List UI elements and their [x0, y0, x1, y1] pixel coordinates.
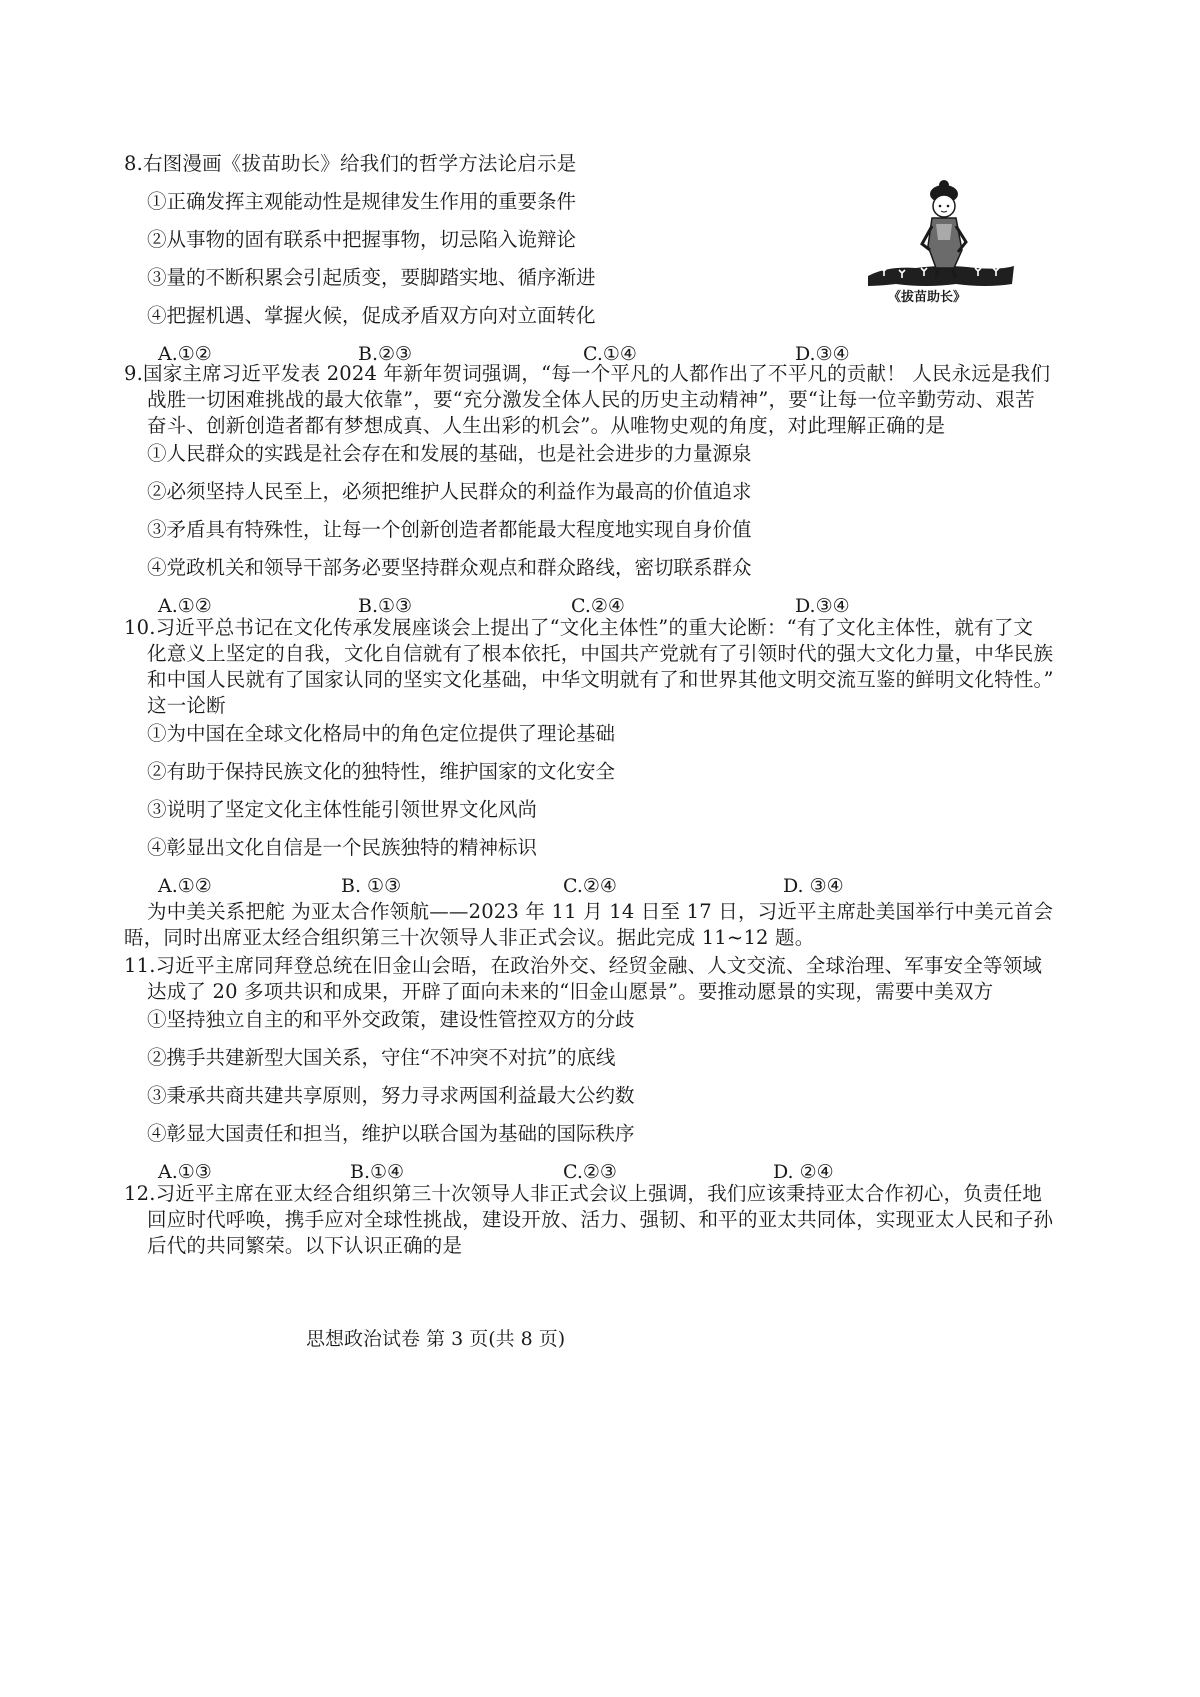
- cartoon-caption: 《拔苗助长》: [888, 290, 967, 305]
- q10-choice-c: C.②④: [563, 875, 617, 897]
- q12-stem-line-1: 12.习近平主席在亚太经合组织第三十次领导人非正式会议上强调，我们应该秉持亚太合作初心，负责任地: [124, 1182, 1043, 1205]
- q10-stem-line-3: 和中国人民就有了国家认同的坚实文化基础，中华文明就有了和世界其他文明交流互鉴的鲜明文化特性。”: [147, 668, 1054, 691]
- q11-option-2: ②携手共建新型大国关系，守住“不冲突不对抗”的底线: [147, 1046, 616, 1069]
- q11-choice-c: C.②③: [563, 1161, 617, 1183]
- q9-option-3: ③矛盾具有特殊性，让每一个创新创造者都能最大程度地实现自身价值: [147, 518, 752, 541]
- q11-choice-b: B.①④: [350, 1161, 405, 1183]
- q8-choice-a: A.①②: [158, 343, 212, 365]
- q9-option-2: ②必须坚持人民至上，必须把维护人民群众的利益作为最高的价值追求: [147, 480, 752, 503]
- q8-stem: 8.右图漫画《拔苗助长》给我们的哲学方法论启示是: [124, 152, 577, 175]
- q10-stem-line-1: 10.习近平总书记在文化传承发展座谈会上提出了“文化主体性”的重大论断：“有了文化主体性，就有了文: [124, 616, 1034, 639]
- q9-option-1: ①人民群众的实践是社会存在和发展的基础，也是社会进步的力量源泉: [147, 442, 752, 465]
- q9-stem-line-3: 奋斗、创新创造者都有梦想成真、人生出彩的机会”。从唯物史观的角度，对此理解正确的是: [147, 414, 946, 437]
- q8-option-3: ③量的不断积累会引起质变，要脚踏实地、循序渐进: [147, 266, 596, 289]
- q10-choices: [158, 872, 1058, 900]
- q10-option-3: ③说明了坚定文化主体性能引领世界文化风尚: [147, 798, 538, 821]
- q11-choice-a: A.①③: [158, 1161, 212, 1183]
- q9-choice-a: A.①②: [158, 595, 212, 617]
- q8-option-2: ②从事物的固有联系中把握事物，切忌陷入诡辩论: [147, 228, 577, 251]
- q10-stem-line-2: 化意义上坚定的自我，文化自信就有了根本依托，中国共产党就有了引领时代的强大文化力量，中华民族: [147, 642, 1054, 665]
- q10-stem-line-4: 这一论断: [147, 694, 226, 717]
- q11-option-3: ③秉承共商共建共享原则，努力寻求两国利益最大公约数: [147, 1084, 635, 1107]
- q11-stem-line-1: 11.习近平主席同拜登总统在旧金山会晤，在政治外交、经贸金融、人文交流、全球治理、军事安全等领域: [124, 954, 1043, 977]
- q10-choice-a: A.①②: [158, 875, 212, 897]
- q11-choice-d: D. ②④: [773, 1161, 834, 1183]
- q12-stem-line-2: 回应时代呼唤，携手应对全球性挑战，建设开放、活力、强韧、和平的亚太共同体，实现亚太人民和子孙: [147, 1208, 1054, 1231]
- q9-choice-d: D.③④: [795, 595, 850, 617]
- q8-option-4: ④把握机遇、掌握火候，促成矛盾双方向对立面转化: [147, 304, 596, 327]
- q10-choice-d: D. ③④: [783, 875, 844, 897]
- q10-choice-b: B. ①③: [341, 875, 402, 897]
- q9-stem-line-1: 9.国家主席习近平发表 2024 年新年贺词强调，“每一个平凡的人都作出了不平凡的贡献！ 人民永远是我们: [124, 362, 1051, 385]
- q8-choice-c: C.①④: [583, 343, 637, 365]
- intro-line-2: 晤，同时出席亚太经合组织第三十次领导人非正式会议。据此完成 11~12 题。: [124, 926, 815, 949]
- q9-stem-line-2: 战胜一切困难挑战的最大依靠”，要“充分激发全体人民的历史主动精神”，要“让每一位辛勤劳动、艰苦: [147, 388, 1035, 411]
- q8-option-1: ①正确发挥主观能动性是规律发生作用的重要条件: [147, 190, 577, 213]
- q8-choice-d: D.③④: [795, 343, 850, 365]
- q9-option-4: ④党政机关和领导干部务必要坚持群众观点和群众路线，密切联系群众: [147, 556, 752, 579]
- intro-line-1: 为中美关系把舵 为亚太合作领航——2023 年 11 月 14 日至 17 日，习近平主席赴美国举行中美元首会: [147, 900, 1054, 923]
- q8-choice-b: B.②③: [358, 343, 413, 365]
- page-footer: 思想政治试卷 第 3 页(共 8 页): [306, 1328, 566, 1350]
- q10-option-4: ④彰显出文化自信是一个民族独特的精神标识: [147, 836, 538, 859]
- q12-stem-line-3: 后代的共同繁荣。以下认识正确的是: [147, 1234, 463, 1257]
- q10-option-2: ②有助于保持民族文化的独特性，维护国家的文化安全: [147, 760, 616, 783]
- q9-choice-b: B.①③: [358, 595, 413, 617]
- q9-choice-c: C.②④: [571, 595, 625, 617]
- q10-option-1: ①为中国在全球文化格局中的角色定位提供了理论基础: [147, 722, 616, 745]
- q11-stem-line-2: 达成了 20 多项共识和成果，开辟了面向未来的“旧金山愿景”。要推动愿景的实现，需要中美双方: [147, 980, 994, 1003]
- q11-option-4: ④彰显大国责任和担当，维护以联合国为基础的国际秩序: [147, 1122, 635, 1145]
- q11-option-1: ①坚持独立自主的和平外交政策，建设性管控双方的分歧: [147, 1008, 635, 1031]
